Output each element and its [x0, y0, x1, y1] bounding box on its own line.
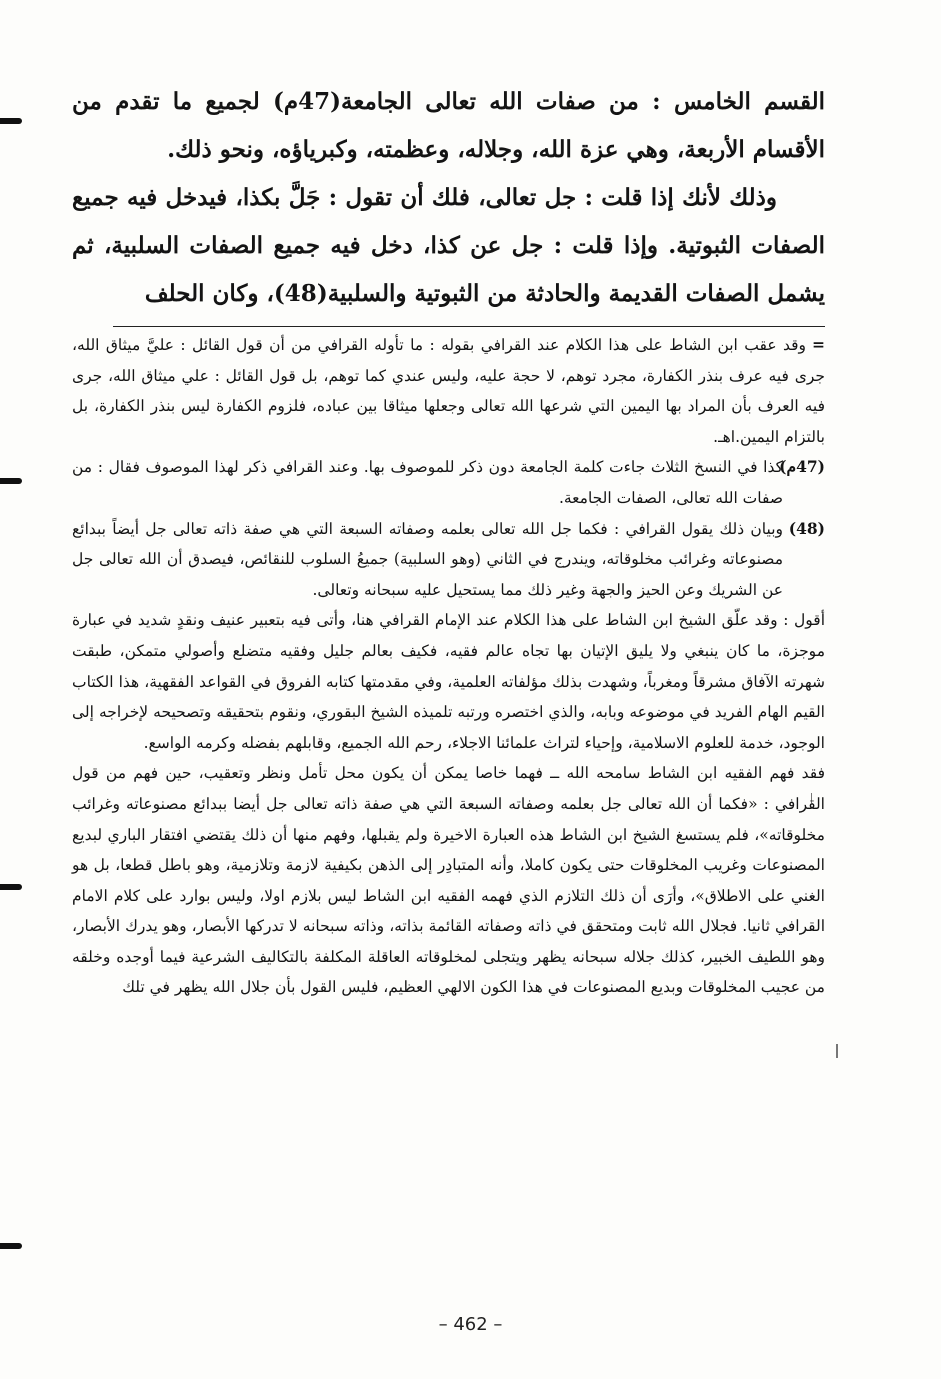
footnote-48-number: (48): [788, 518, 825, 538]
footnote-separator: [113, 326, 825, 327]
main-paragraph-1: [72, 78, 825, 174]
footnote-continuation: [72, 330, 825, 452]
footnote-48-paragraph-2: أقول : وقد علّق الشيخ ابن الشاط على هذا الكلام عند الإمام القرافي هنا، وأتى فيه بتعبير عنيف ونقدٍ شديد في عبارة موجزة، ما كان ينبغي ولا يليق الإتيان بها تجاه عالم فقيه، فكيف بعالم جليل وفقيه متضلع وأصولي متمكن، طبقت شهرته الآفاق مشرقاً ومغرباً، وشهدت بذلك مؤلفاته العلمية، وفي مقدمتها كتابه الفروق في القواعد الفقهية، هذا الكتاب القيم الهام الفريد في موضوعه وبابه، والذي اختصره ورتبه تلميذه الشيخ البقوري، ونقوم بتحقيقه وتصحيحه لإخراجه إلى الوجود، خدمة للعلوم الاسلامية، وإحياء لتراث علمائنا الاجلاء، رحم الله الجميع، وقابلهم بفضله وكرمه الواسع.: [72, 611, 825, 752]
footnote-continuation-text: وقد عقب ابن الشاط على هذا الكلام عند القرافي بقوله : ما تأوله القرافي من أن قول القائل : عليَّ ميثاق الله، جرى فيه عرف بنذر الكفارة، مجرد توهم، لا حجة عليه، وليس عندي كما توهم، بل قول القائل : علي ميثاق الله، جرى فيه العرف بأن المراد بها اليمين التي شرعها الله تعالى وجعلها ميثاقا بين عباده، فلزوم الكفارة ليس بنذر الكفارة، بل بالتزام اليمين.اهـ.: [72, 336, 825, 446]
main-paragraph-2: وذلك لأنك إذا قلت : جل تعالى، فلك أن تقول : جَلَّ بكذا، فيدخل فيه جميع الصفات الثبوتية. وإذا قلت : جل عن كذا، دخل فيه جميع الصفات السلبية، ثم يشمل الصفات القديمة والحادثة من الثبوتية والسلبية(48)، وكان الحلف: [72, 184, 825, 307]
main-paragraph-1-text: من صفات الله تعالى الجامعة(47م) لجميع ما تقدم من الأقسام الأربعة، وهي عزة الله، وجلاله، وعظمته، وكبرياؤه، ونحو ذلك.: [72, 88, 825, 163]
scan-edge-mark: [0, 884, 22, 890]
footnote-47: [72, 452, 825, 513]
footnote-48-text: وبيان ذلك يقول القرافي : فكما جل الله تعالى بعلمه وصفاته السبعة التي هي صفة ذاته تعالى جل أيضاً ببدائع مصنوعاته وغرائب مخلوقاته، ويندرج في الثاني (وهو السلبية) جميعُ السلوب للنقائص، فيصدق أن الله تعالى جل عن الشريك وعن الحيز والجهة وغير ذلك مما يستحيل عليه سبحانه وتعالى.: [72, 519, 783, 599]
scan-speck: [836, 1044, 838, 1058]
main-text: [72, 78, 825, 318]
footnote-47-text: كذا في النسخ الثلاث جاءت كلمة الجامعة دون ذكر للموصوف بها. وعند القرافي ذكر لهذا الموصوف فقال : من صفات الله تعالى، الصفات الجامعة.: [72, 458, 783, 507]
footnote-48-paragraph-3: فقد فهم الفقيه ابن الشاط سامحه الله ــ فهما خاصا يمكن أن يكون محل تأمل ونظر وتعقيب، حين فهم من قول القرافي : «فكما أن الله تعالى جل بعلمه وصفاته السبعة التي هي صفة ذاته تعالى جل أيضا ببدائع مصنوعاته وغرائب مخلوقاته»، فلم يستسغ الشيخ ابن الشاط هذه العبارة الاخيرة ولم يقبلها، وفهم منها أن ذلك يقتضي افتقار الباري لبديع المصنوعات وغريب المخلوقات حتى يكون كاملا، وأنه المتبادِر إلى الذهن بكيفية لازمة وتلازمية، وهو باطل قطعا، بل هو الغني على الاطلاق»، وأرَى أن ذلك التلازم الذي فهمه الفقيه ابن الشاط ليس بلازم اولا، وليس بوارد على كلام الامام القرافي ثانيا. فجلال الله ثابت ومتحقق في ذاته وصفاته القائمة بذاته، وذاته سبحانه لا تدركها الأبصار، وهو يدرك الأبصار، وهو اللطيف الخبير، كذلك جلاله سبحانه يظهر ويتجلى لمخلوقاته العاقلة المكلفة بالتكاليف الشرعية فيما أوجده وخلقه من عجيب المخلوقات وبديع المصنوعات في هذا الكون الالهي العظيم، فليس القول بأن جلال الله يظهر في تلك: [72, 764, 825, 997]
scan-edge-mark: [0, 478, 22, 484]
page-number: – 462 –: [438, 1314, 503, 1335]
footnote-47-number: (47م): [779, 457, 825, 477]
continuation-mark: =: [812, 335, 825, 354]
scan-edge-mark: [0, 1243, 22, 1249]
footnote-48: [72, 514, 825, 606]
footnotes-area: [72, 330, 825, 1003]
scan-edge-mark: [0, 118, 22, 124]
section-heading: القسم الخامس :: [652, 88, 825, 115]
